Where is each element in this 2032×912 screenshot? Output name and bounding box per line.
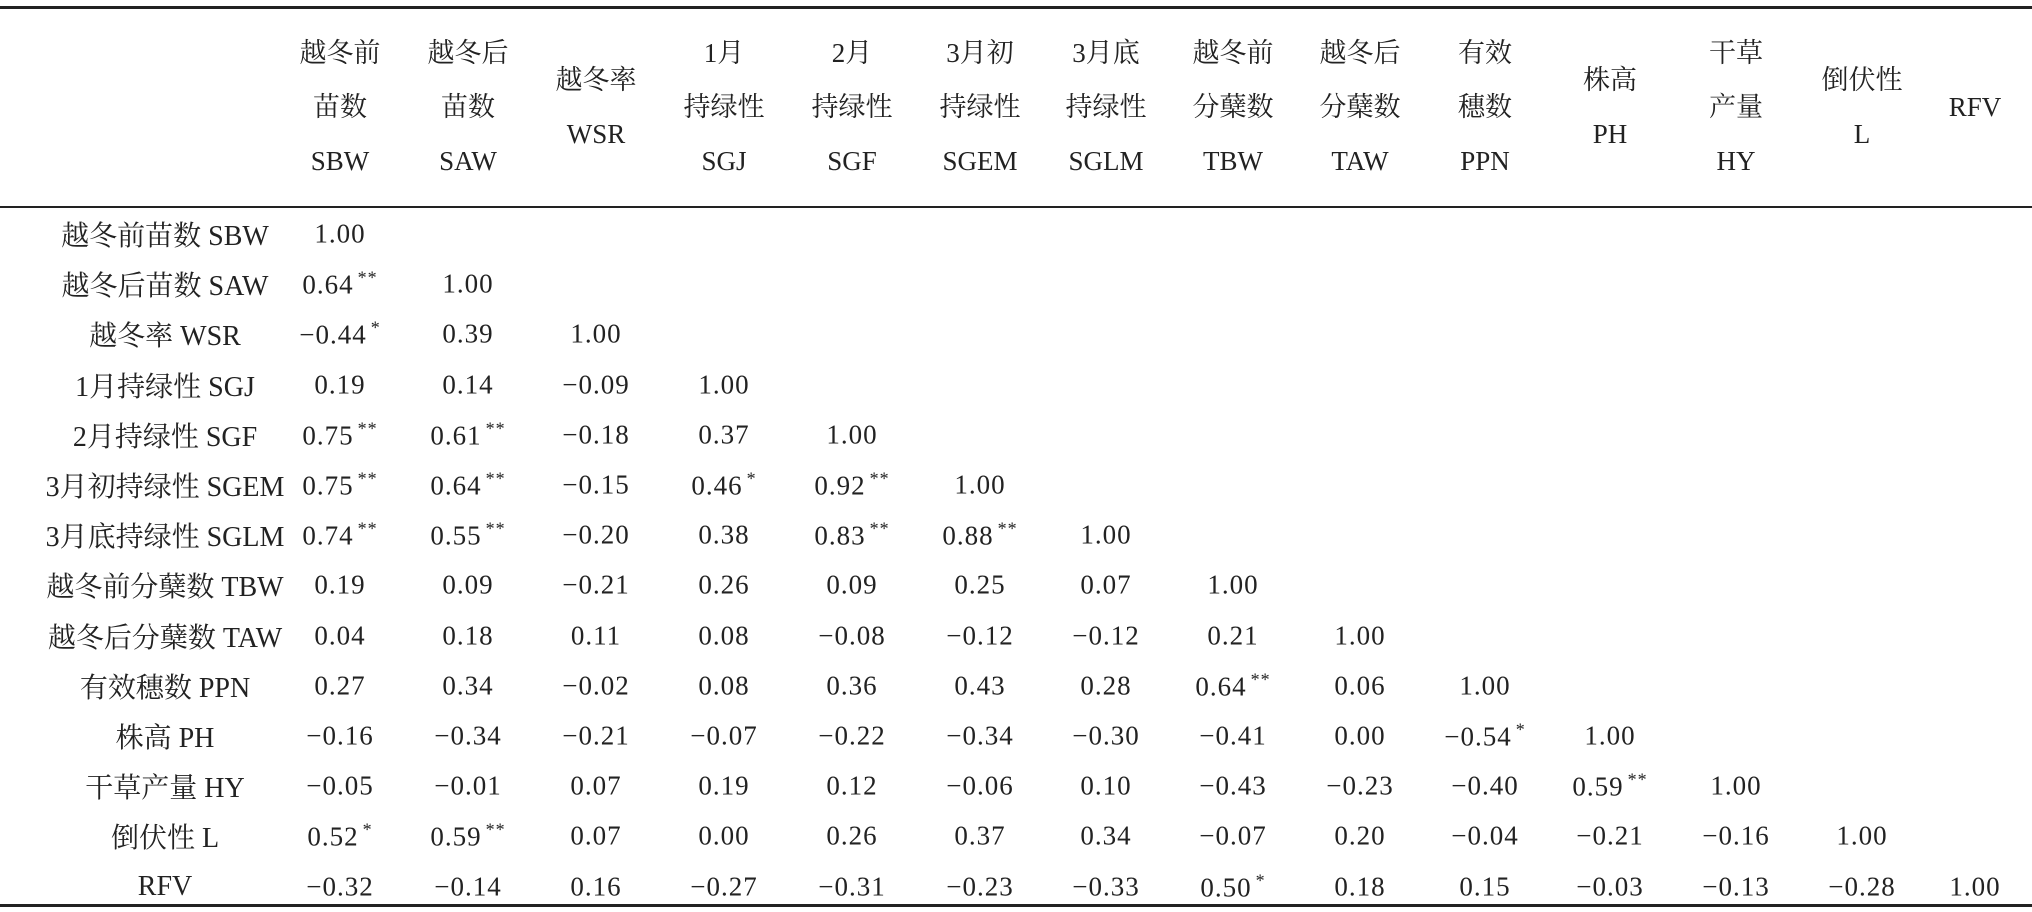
- correlation-cell: [1949, 871, 2000, 902]
- correlation-value: −0.34: [434, 720, 502, 751]
- correlation-cell: [1207, 570, 1258, 601]
- correlation-value: 0.21: [1207, 620, 1259, 651]
- significance-mark: **: [485, 819, 506, 840]
- correlation-cell: [826, 419, 877, 450]
- column-header-line: 持绿性: [811, 92, 893, 122]
- correlation-cell: [946, 871, 1013, 902]
- row-label: 干草产量 HY: [85, 773, 245, 805]
- correlation-value: −0.16: [306, 720, 374, 751]
- correlation-value: 1.00: [954, 469, 1006, 500]
- correlation-cell: [690, 871, 757, 902]
- correlation-cell: [1459, 871, 1510, 902]
- significance-mark: **: [1627, 769, 1648, 790]
- correlation-value: −0.40: [1451, 770, 1519, 801]
- correlation-value: −0.07: [1199, 820, 1267, 851]
- correlation-cell: [1200, 870, 1265, 903]
- correlation-value: 0.52: [307, 821, 359, 852]
- column-header-line: 分蘖数: [1192, 92, 1274, 122]
- correlation-cell: [1072, 721, 1139, 752]
- column-header-line: 1月: [703, 38, 745, 68]
- correlation-value: 1.00: [442, 268, 494, 299]
- column-header-line: 持绿性: [939, 92, 1021, 122]
- correlation-cell: [430, 469, 505, 502]
- correlation-value: 0.19: [698, 770, 750, 801]
- correlation-value: 0.64: [1195, 671, 1247, 702]
- correlation-value: 0.16: [570, 871, 622, 902]
- correlation-cell: [434, 871, 501, 902]
- correlation-value: 0.34: [1080, 820, 1132, 851]
- correlation-cell: [1334, 670, 1385, 701]
- significance-mark: **: [357, 418, 378, 439]
- correlation-cell: [430, 820, 505, 853]
- correlation-value: 0.50: [1200, 872, 1252, 903]
- correlation-cell: [570, 319, 621, 350]
- row-label: 越冬后分蘖数 TAW: [47, 622, 283, 654]
- row-label: 越冬前分蘖数 TBW: [46, 572, 284, 604]
- correlation-value: 0.00: [698, 820, 750, 851]
- correlation-value: 1.00: [1710, 770, 1762, 801]
- correlation-cell: [1207, 620, 1258, 651]
- correlation-cell: [818, 620, 885, 651]
- column-header-line: 产量: [1709, 92, 1763, 122]
- correlation-cell: [698, 520, 749, 551]
- correlation-cell: [1080, 771, 1131, 802]
- correlation-cell: [1334, 871, 1385, 902]
- correlation-cell: [690, 721, 757, 752]
- column-header-line: SGJ: [701, 146, 747, 176]
- correlation-value: 1.00: [1836, 820, 1888, 851]
- significance-mark: *: [362, 819, 373, 840]
- correlation-value: 0.14: [442, 369, 494, 400]
- correlation-cell: [1451, 821, 1518, 852]
- correlation-value: 1.00: [826, 419, 878, 450]
- correlation-cell: [698, 419, 749, 450]
- correlation-cell: [698, 369, 749, 400]
- correlation-cell: [314, 219, 365, 250]
- correlation-value: −0.30: [1072, 720, 1140, 751]
- column-header-line: 苗数: [313, 92, 367, 122]
- row-label: 1月持绿性 SGJ: [75, 371, 255, 403]
- column-header-line: 2月: [831, 38, 873, 68]
- correlation-value: −0.01: [434, 770, 502, 801]
- correlation-cell: [1576, 871, 1643, 902]
- significance-mark: *: [1255, 870, 1266, 891]
- correlation-value: 0.20: [1334, 820, 1386, 851]
- correlation-value: −0.23: [1326, 770, 1394, 801]
- correlation-cell: [562, 470, 629, 501]
- correlation-value: −0.33: [1072, 871, 1140, 902]
- correlation-value: 0.07: [570, 820, 622, 851]
- correlation-value: −0.22: [818, 720, 886, 751]
- correlation-cell: [1334, 620, 1385, 651]
- correlation-cell: [306, 871, 373, 902]
- correlation-cell: [1459, 670, 1510, 701]
- correlation-value: −0.15: [562, 469, 630, 500]
- significance-mark: **: [357, 518, 378, 539]
- correlation-value: 0.10: [1080, 770, 1132, 801]
- column-header-line: WSR: [566, 119, 626, 149]
- correlation-value: −0.34: [946, 720, 1014, 751]
- column-header-line: 越冬后: [1319, 38, 1401, 68]
- correlation-value: 1.00: [1334, 620, 1386, 651]
- correlation-value: 0.11: [570, 620, 622, 651]
- correlation-cell: [691, 469, 756, 502]
- correlation-value: 0.19: [314, 569, 366, 600]
- correlation-cell: [314, 620, 365, 651]
- correlation-value: 0.04: [314, 620, 366, 651]
- correlation-value: 0.88: [942, 520, 994, 551]
- column-header: [812, 10, 893, 204]
- row-label: 3月底持绿性 SGLM: [45, 522, 285, 554]
- column-header: [684, 10, 765, 204]
- row-label: 有效穗数 PPN: [79, 672, 251, 704]
- correlation-cell: [306, 771, 373, 802]
- correlation-cell: [1326, 771, 1393, 802]
- correlation-cell: [306, 721, 373, 752]
- column-header: [1949, 10, 2002, 204]
- correlation-cell: [1334, 821, 1385, 852]
- correlation-value: 0.19: [314, 369, 366, 400]
- row-label: 2月持绿性 SGF: [72, 421, 258, 453]
- correlation-cell: [570, 821, 621, 852]
- correlation-value: −0.09: [562, 369, 630, 400]
- correlation-cell: [314, 570, 365, 601]
- correlation-cell: [1572, 770, 1647, 803]
- correlation-value: −0.31: [818, 871, 886, 902]
- correlation-cell: [814, 519, 889, 552]
- correlation-cell: [942, 519, 1017, 552]
- column-header-line: PH: [1592, 119, 1628, 149]
- correlation-cell: [1199, 821, 1266, 852]
- correlation-value: 0.18: [1334, 871, 1386, 902]
- significance-mark: **: [1250, 669, 1271, 690]
- correlation-value: −0.04: [1451, 820, 1519, 851]
- correlation-value: 0.00: [1334, 720, 1386, 751]
- column-header: [940, 10, 1021, 204]
- correlation-value: 1.00: [1584, 720, 1636, 751]
- column-header-line: RFV: [1948, 92, 2002, 122]
- correlation-cell: [1080, 821, 1131, 852]
- row-label: 越冬前苗数 SBW: [61, 221, 269, 252]
- correlation-value: 0.08: [698, 620, 750, 651]
- correlation-value: 0.15: [1459, 871, 1511, 902]
- correlation-cell: [1584, 721, 1635, 752]
- column-header: [428, 10, 509, 204]
- correlation-cell: [1072, 620, 1139, 651]
- correlation-cell: [1199, 771, 1266, 802]
- column-header: [1458, 10, 1512, 204]
- significance-mark: **: [997, 518, 1018, 539]
- correlation-cell: [1710, 771, 1761, 802]
- column-header-line: 持绿性: [1065, 92, 1147, 122]
- correlation-value: −0.03: [1576, 871, 1644, 902]
- significance-mark: **: [869, 468, 890, 489]
- correlation-value: 0.12: [826, 770, 878, 801]
- column-header: [1709, 10, 1763, 204]
- correlation-cell: [1444, 720, 1525, 753]
- correlation-cell: [307, 820, 372, 853]
- correlation-cell: [1451, 771, 1518, 802]
- correlation-cell: [434, 771, 501, 802]
- correlation-cell: [1195, 669, 1270, 702]
- correlation-value: −0.44: [299, 319, 367, 350]
- significance-mark: **: [357, 267, 378, 288]
- correlation-cell: [314, 369, 365, 400]
- row-label: 倒伏性 L: [110, 823, 220, 855]
- correlation-value: −0.13: [1702, 871, 1770, 902]
- correlation-cell: [442, 570, 493, 601]
- correlation-cell: [442, 369, 493, 400]
- correlation-value: −0.43: [1199, 770, 1267, 801]
- column-header-line: 越冬前: [1192, 38, 1274, 68]
- correlation-cell: [698, 570, 749, 601]
- column-header-line: SGF: [827, 146, 877, 176]
- correlation-value: 0.37: [698, 419, 750, 450]
- correlation-value: 0.64: [430, 470, 482, 501]
- correlation-value: 0.25: [954, 569, 1006, 600]
- correlation-cell: [954, 470, 1005, 501]
- column-header-line: SGLM: [1068, 146, 1144, 176]
- correlation-value: 1.00: [1207, 569, 1259, 600]
- column-header-line: L: [1853, 119, 1871, 149]
- correlation-cell: [562, 419, 629, 450]
- correlation-cell: [946, 721, 1013, 752]
- correlation-value: 0.39: [442, 318, 494, 349]
- correlation-value: 0.34: [442, 670, 494, 701]
- correlation-value: −0.23: [946, 871, 1014, 902]
- correlation-cell: [442, 269, 493, 300]
- significance-mark: **: [485, 418, 506, 439]
- correlation-value: 0.09: [442, 569, 494, 600]
- column-header-line: TBW: [1203, 146, 1263, 176]
- correlation-cell: [430, 418, 505, 451]
- correlation-value: 0.92: [814, 470, 866, 501]
- column-header-line: 倒伏性: [1821, 65, 1903, 95]
- column-header-line: 越冬前: [299, 38, 381, 68]
- correlation-cell: [562, 721, 629, 752]
- correlation-value: −0.06: [946, 770, 1014, 801]
- correlation-cell: [1836, 821, 1887, 852]
- correlation-value: 0.43: [954, 670, 1006, 701]
- correlation-cell: [442, 319, 493, 350]
- correlation-value: 0.06: [1334, 670, 1386, 701]
- column-header-line: PPN: [1460, 146, 1510, 176]
- correlation-value: 1.00: [698, 369, 750, 400]
- correlation-value: 0.64: [302, 269, 354, 300]
- correlation-cell: [826, 670, 877, 701]
- column-header-line: 干草: [1709, 38, 1763, 68]
- correlation-value: 0.26: [826, 820, 878, 851]
- correlation-value: 0.83: [814, 520, 866, 551]
- correlation-value: −0.21: [562, 569, 630, 600]
- correlation-cell: [1080, 670, 1131, 701]
- row-label: 株高 PH: [115, 723, 215, 754]
- column-header: [1822, 10, 1903, 204]
- correlation-value: 0.07: [1080, 569, 1132, 600]
- correlation-cell: [302, 418, 377, 451]
- correlation-cell: [1702, 821, 1769, 852]
- correlation-value: 0.36: [826, 670, 878, 701]
- correlation-cell: [698, 821, 749, 852]
- correlation-cell: [562, 520, 629, 551]
- correlation-value: −0.28: [1828, 871, 1896, 902]
- correlation-cell: [570, 871, 621, 902]
- correlation-cell: [1828, 871, 1895, 902]
- correlation-cell: [299, 318, 380, 351]
- correlation-value: 0.07: [570, 770, 622, 801]
- significance-mark: **: [485, 518, 506, 539]
- correlation-cell: [430, 519, 505, 552]
- correlation-cell: [1334, 721, 1385, 752]
- column-header-line: SBW: [310, 146, 370, 176]
- correlation-value: 1.00: [1949, 871, 2001, 902]
- correlation-value: −0.21: [562, 720, 630, 751]
- correlation-value: −0.20: [562, 519, 630, 550]
- correlation-value: −0.14: [434, 871, 502, 902]
- correlation-value: 0.27: [314, 670, 366, 701]
- column-header: [1066, 10, 1147, 204]
- correlation-cell: [442, 620, 493, 651]
- correlation-cell: [570, 771, 621, 802]
- column-header: [1193, 10, 1274, 204]
- significance-mark: **: [485, 468, 506, 489]
- correlation-value: −0.12: [1072, 620, 1140, 651]
- row-label: 越冬率 WSR: [89, 321, 241, 353]
- column-header-line: 分蘖数: [1319, 92, 1401, 122]
- correlation-cell: [442, 670, 493, 701]
- column-header-line: 3月初: [946, 38, 1014, 68]
- correlation-value: 1.00: [314, 218, 366, 249]
- correlation-value: 0.61: [430, 420, 482, 451]
- column-header-line: 有效: [1458, 38, 1512, 68]
- correlation-cell: [1702, 871, 1769, 902]
- correlation-cell: [434, 721, 501, 752]
- correlation-value: 0.46: [691, 470, 743, 501]
- column-header: [1320, 10, 1401, 204]
- correlation-cell: [562, 570, 629, 601]
- column-header: [300, 10, 381, 204]
- correlation-value: −0.02: [562, 670, 630, 701]
- correlation-cell: [814, 469, 889, 502]
- correlation-cell: [562, 369, 629, 400]
- column-header: [1583, 10, 1637, 204]
- correlation-value: 0.59: [1572, 771, 1624, 802]
- correlation-value: −0.08: [818, 620, 886, 651]
- column-header-line: TAW: [1331, 146, 1389, 176]
- correlation-cell: [562, 670, 629, 701]
- correlation-cell: [302, 268, 377, 301]
- correlation-cell: [946, 620, 1013, 651]
- column-header-line: 持绿性: [683, 92, 765, 122]
- table-top-rule: [0, 6, 2032, 9]
- correlation-value: −0.41: [1199, 720, 1267, 751]
- correlation-cell: [571, 620, 621, 651]
- row-label: 越冬后苗数 SAW: [61, 271, 269, 303]
- correlation-cell: [826, 821, 877, 852]
- significance-mark: *: [746, 468, 757, 489]
- column-header-line: 3月底: [1072, 38, 1140, 68]
- correlation-value: 1.00: [1080, 519, 1132, 550]
- significance-mark: *: [1515, 719, 1526, 740]
- correlation-value: −0.18: [562, 419, 630, 450]
- correlation-cell: [1199, 721, 1266, 752]
- correlation-cell: [946, 771, 1013, 802]
- column-header: [556, 10, 637, 204]
- correlation-value: −0.12: [946, 620, 1014, 651]
- significance-mark: **: [357, 468, 378, 489]
- correlation-cell: [818, 871, 885, 902]
- correlation-value: 0.26: [698, 569, 750, 600]
- correlation-value: 1.00: [570, 318, 622, 349]
- correlation-cell: [314, 670, 365, 701]
- correlation-cell: [1080, 520, 1131, 551]
- correlation-value: −0.07: [690, 720, 758, 751]
- correlation-value: 0.55: [430, 520, 482, 551]
- correlation-cell: [826, 771, 877, 802]
- correlation-value: 0.28: [1080, 670, 1132, 701]
- correlation-cell: [954, 670, 1005, 701]
- correlation-value: −0.27: [690, 871, 758, 902]
- row-label: 3月初持绿性 SGEM: [45, 472, 285, 503]
- correlation-value: 0.09: [826, 569, 878, 600]
- correlation-cell: [1072, 871, 1139, 902]
- correlation-value: 0.18: [442, 620, 494, 651]
- column-header-line: 苗数: [441, 92, 495, 122]
- table-header-rule: [0, 206, 2032, 208]
- correlation-cell: [302, 519, 377, 552]
- table-bottom-rule: [0, 904, 2032, 907]
- correlation-cell: [302, 469, 377, 502]
- correlation-value: 0.38: [698, 519, 750, 550]
- correlation-cell: [698, 771, 749, 802]
- correlation-value: −0.54: [1444, 721, 1512, 752]
- correlation-value: 0.08: [698, 670, 750, 701]
- correlation-value: −0.32: [306, 871, 374, 902]
- correlation-cell: [698, 620, 749, 651]
- column-header-line: HY: [1716, 146, 1756, 176]
- column-header-line: SGEM: [942, 146, 1018, 176]
- row-label: RFV: [137, 870, 193, 902]
- correlation-cell: [826, 570, 877, 601]
- correlation-cell: [954, 570, 1005, 601]
- column-header-line: SAW: [439, 146, 497, 176]
- correlation-value: 0.37: [954, 820, 1006, 851]
- correlation-value: 0.75: [302, 420, 354, 451]
- column-header-line: 越冬率: [555, 65, 637, 95]
- column-header-line: 穗数: [1458, 92, 1512, 122]
- correlation-cell: [1080, 570, 1131, 601]
- correlation-value: 0.59: [430, 821, 482, 852]
- correlation-value: −0.21: [1576, 820, 1644, 851]
- column-header-line: 越冬后: [427, 38, 509, 68]
- correlation-cell: [954, 821, 1005, 852]
- correlation-cell: [698, 670, 749, 701]
- correlation-value: −0.16: [1702, 820, 1770, 851]
- significance-mark: **: [869, 518, 890, 539]
- correlation-cell: [1576, 821, 1643, 852]
- correlation-cell: [818, 721, 885, 752]
- significance-mark: *: [370, 317, 381, 338]
- correlation-value: 1.00: [1459, 670, 1511, 701]
- correlation-value: −0.05: [306, 770, 374, 801]
- correlation-value: 0.75: [302, 470, 354, 501]
- correlation-value: 0.74: [302, 520, 354, 551]
- column-header-line: 株高: [1583, 65, 1637, 95]
